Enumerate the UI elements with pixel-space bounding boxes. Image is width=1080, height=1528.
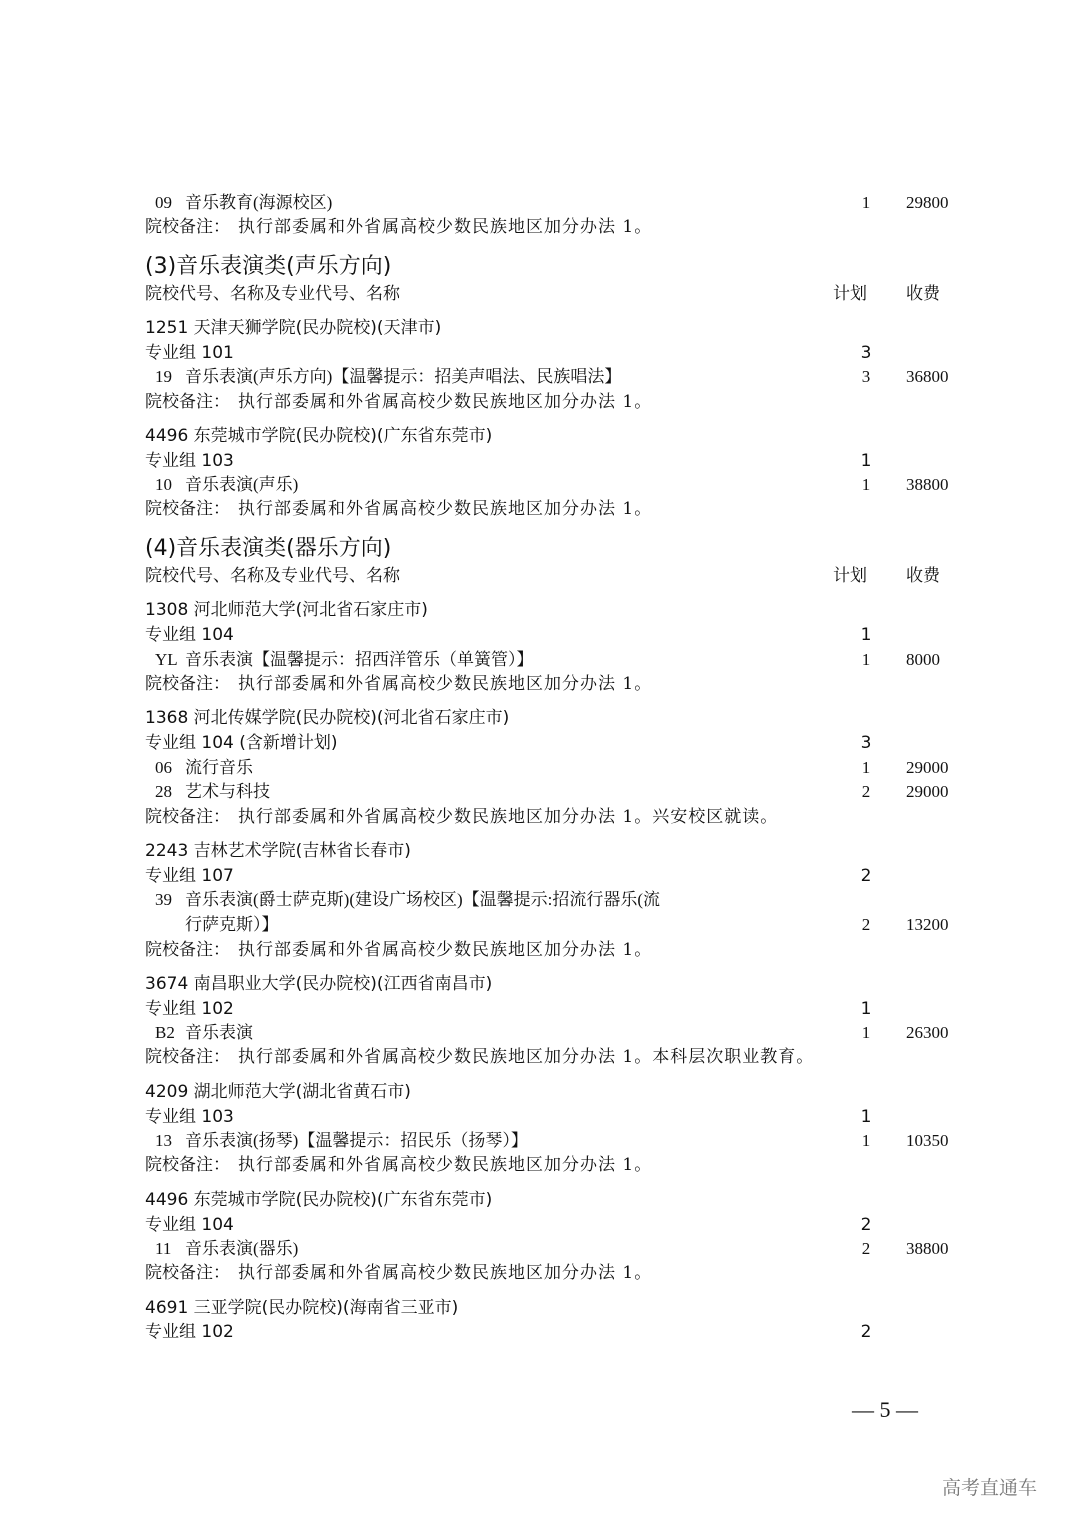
major-row [0, 365, 1080, 389]
school-note [0, 805, 1080, 829]
group-plan: 1 [860, 1107, 872, 1127]
plan-count: 1 [861, 475, 871, 494]
group-plan: 2 [860, 866, 872, 886]
note-label: 院校备注： [145, 392, 230, 412]
watermark: 高考直通车 [942, 1477, 1038, 1499]
major-row [0, 1021, 1080, 1045]
plan-count: 1 [861, 758, 871, 777]
school-title-row [0, 1080, 1080, 1104]
plan-count: 1 [861, 1023, 871, 1042]
school-title-row [0, 424, 1080, 448]
school-note [0, 215, 1080, 239]
fee-amount: 10350 [906, 1131, 949, 1150]
school-title: 1368 河北传媒学院(民办院校)(河北省石家庄市) [145, 708, 510, 728]
fee-amount: 8000 [906, 650, 940, 669]
major-row [0, 648, 1080, 672]
school-title-row [0, 706, 1080, 730]
fee-amount: 29800 [906, 193, 949, 212]
note-label: 院校备注： [145, 674, 230, 694]
group-plan: 3 [860, 343, 872, 363]
note-text: 执行部委属和外省属高校少数民族地区加分办法 1。 [238, 217, 653, 237]
school-note [0, 390, 1080, 414]
fee-amount: 36800 [906, 367, 949, 386]
group-label: 专业组 107 [145, 866, 234, 886]
fee-amount: 29000 [906, 782, 949, 801]
major-name-continued: 行萨克斯）】 [185, 915, 279, 934]
major-name: 音乐表演(扬琴)【温馨提示：招民乐（扬琴）】 [185, 1131, 528, 1150]
note-label: 院校备注： [145, 1155, 230, 1175]
column-headers [0, 282, 1080, 306]
major-row [0, 780, 1080, 804]
major-name: 音乐表演 [185, 1023, 253, 1042]
major-name: 艺术与科技 [185, 782, 270, 801]
major-code: 10 [155, 475, 172, 494]
note-label: 院校备注： [145, 807, 230, 827]
school-title: 1251 天津天狮学院(民办院校)(天津市) [145, 318, 442, 338]
column-plan-header: 计划 [833, 566, 867, 586]
major-code: B2 [155, 1023, 175, 1042]
group-label: 专业组 102 [145, 999, 234, 1019]
group-row [0, 623, 1080, 647]
major-row [0, 1129, 1080, 1153]
group-plan: 3 [860, 733, 872, 753]
group-label: 专业组 103 [145, 1107, 234, 1127]
major-name: 音乐教育(海源校区) [185, 193, 333, 212]
school-title: 3674 南昌职业大学(民办院校)(江西省南昌市) [145, 974, 493, 994]
school-note [0, 938, 1080, 962]
note-label: 院校备注： [145, 217, 230, 237]
group-label: 专业组 102 [145, 1322, 234, 1342]
school-title: 4209 湖北师范大学(湖北省黄石市) [145, 1082, 411, 1102]
note-label: 院校备注： [145, 1263, 230, 1283]
major-code: 09 [155, 193, 172, 212]
major-row [0, 888, 1080, 912]
group-plan: 2 [860, 1322, 872, 1342]
section-heading [0, 534, 1080, 564]
plan-count: 2 [861, 782, 871, 801]
group-row [0, 1213, 1080, 1237]
major-code: 13 [155, 1131, 172, 1150]
plan-count: 2 [861, 1239, 871, 1258]
fee-amount: 38800 [906, 475, 949, 494]
fee-amount: 29000 [906, 758, 949, 777]
school-note [0, 1045, 1080, 1069]
section-title: (4)音乐表演类(器乐方向) [145, 536, 392, 561]
major-code: 19 [155, 367, 172, 386]
group-row [0, 864, 1080, 888]
major-row [0, 473, 1080, 497]
note-label: 院校备注： [145, 940, 230, 960]
major-code: 11 [155, 1239, 172, 1258]
major-code: 28 [155, 782, 172, 801]
column-fee-header: 收费 [906, 284, 940, 304]
major-name: 音乐表演(爵士萨克斯)(建设广场校区)【温馨提示:招流行器乐(流 [185, 890, 661, 909]
group-row [0, 731, 1080, 755]
group-row [0, 341, 1080, 365]
fee-amount: 38800 [906, 1239, 949, 1258]
major-row [0, 191, 1080, 215]
school-title: 4496 东莞城市学院(民办院校)(广东省东莞市) [145, 1190, 493, 1210]
group-label: 专业组 103 [145, 451, 234, 471]
major-code: YL [155, 650, 178, 669]
column-fee-header: 收费 [906, 566, 940, 586]
note-label: 院校备注： [145, 499, 230, 519]
plan-count: 1 [861, 650, 871, 669]
major-row-continued [0, 913, 1080, 937]
school-note [0, 497, 1080, 521]
group-plan: 1 [860, 451, 872, 471]
page-number: — 5 — [852, 1397, 918, 1422]
school-title: 4691 三亚学院(民办院校)(海南省三亚市) [145, 1298, 459, 1318]
major-name: 音乐表演(声乐) [185, 475, 299, 494]
school-note [0, 672, 1080, 696]
fee-amount: 13200 [906, 915, 949, 934]
note-label: 院校备注： [145, 1047, 230, 1067]
plan-count: 3 [861, 367, 871, 386]
section-heading [0, 252, 1080, 282]
group-row [0, 449, 1080, 473]
school-note [0, 1261, 1080, 1285]
group-label: 专业组 104 [145, 1215, 234, 1235]
group-plan: 2 [860, 1215, 872, 1235]
group-row [0, 1320, 1080, 1344]
plan-count: 2 [861, 915, 871, 934]
school-title-row [0, 316, 1080, 340]
group-row [0, 1105, 1080, 1129]
note-text: 执行部委属和外省属高校少数民族地区加分办法 1。兴安校区就读。 [238, 807, 779, 827]
note-text: 执行部委属和外省属高校少数民族地区加分办法 1。 [238, 1155, 653, 1175]
school-note [0, 1153, 1080, 1177]
column-name-header: 院校代号、名称及专业代号、名称 [145, 566, 400, 586]
school-title-row [0, 1188, 1080, 1212]
column-plan-header: 计划 [833, 284, 867, 304]
column-headers [0, 564, 1080, 588]
school-title-row [0, 1296, 1080, 1320]
major-name: 音乐表演(声乐方向)【温馨提示：招美声唱法、民族唱法】 [185, 367, 622, 386]
school-title-row [0, 839, 1080, 863]
group-label: 专业组 101 [145, 343, 234, 363]
major-name: 流行音乐 [185, 758, 253, 777]
school-title: 1308 河北师范大学(河北省石家庄市) [145, 600, 428, 620]
school-title-row [0, 598, 1080, 622]
major-code: 06 [155, 758, 172, 777]
group-plan: 1 [860, 625, 872, 645]
school-title: 2243 吉林艺术学院(吉林省长春市) [145, 841, 411, 861]
note-text: 执行部委属和外省属高校少数民族地区加分办法 1。 [238, 499, 653, 519]
note-text: 执行部委属和外省属高校少数民族地区加分办法 1。 [238, 392, 653, 412]
column-name-header: 院校代号、名称及专业代号、名称 [145, 284, 400, 304]
major-name: 音乐表演【温馨提示：招西洋管乐（单簧管）】 [185, 650, 534, 669]
note-text: 执行部委属和外省属高校少数民族地区加分办法 1。 [238, 940, 653, 960]
note-text: 执行部委属和外省属高校少数民族地区加分办法 1。 [238, 1263, 653, 1283]
school-title: 4496 东莞城市学院(民办院校)(广东省东莞市) [145, 426, 493, 446]
plan-count: 1 [861, 1131, 871, 1150]
school-title-row [0, 972, 1080, 996]
group-plan: 1 [860, 999, 872, 1019]
group-label: 专业组 104 [145, 625, 234, 645]
fee-amount: 26300 [906, 1023, 949, 1042]
group-row [0, 997, 1080, 1021]
note-text: 执行部委属和外省属高校少数民族地区加分办法 1。本科层次职业教育。 [238, 1047, 815, 1067]
major-code: 39 [155, 890, 172, 909]
note-text: 执行部委属和外省属高校少数民族地区加分办法 1。 [238, 674, 653, 694]
major-name: 音乐表演(器乐) [185, 1239, 299, 1258]
major-row [0, 1237, 1080, 1261]
major-row [0, 756, 1080, 780]
plan-count: 1 [861, 193, 871, 212]
group-label: 专业组 104 (含新增计划) [145, 733, 338, 753]
section-title: (3)音乐表演类(声乐方向) [145, 254, 392, 279]
